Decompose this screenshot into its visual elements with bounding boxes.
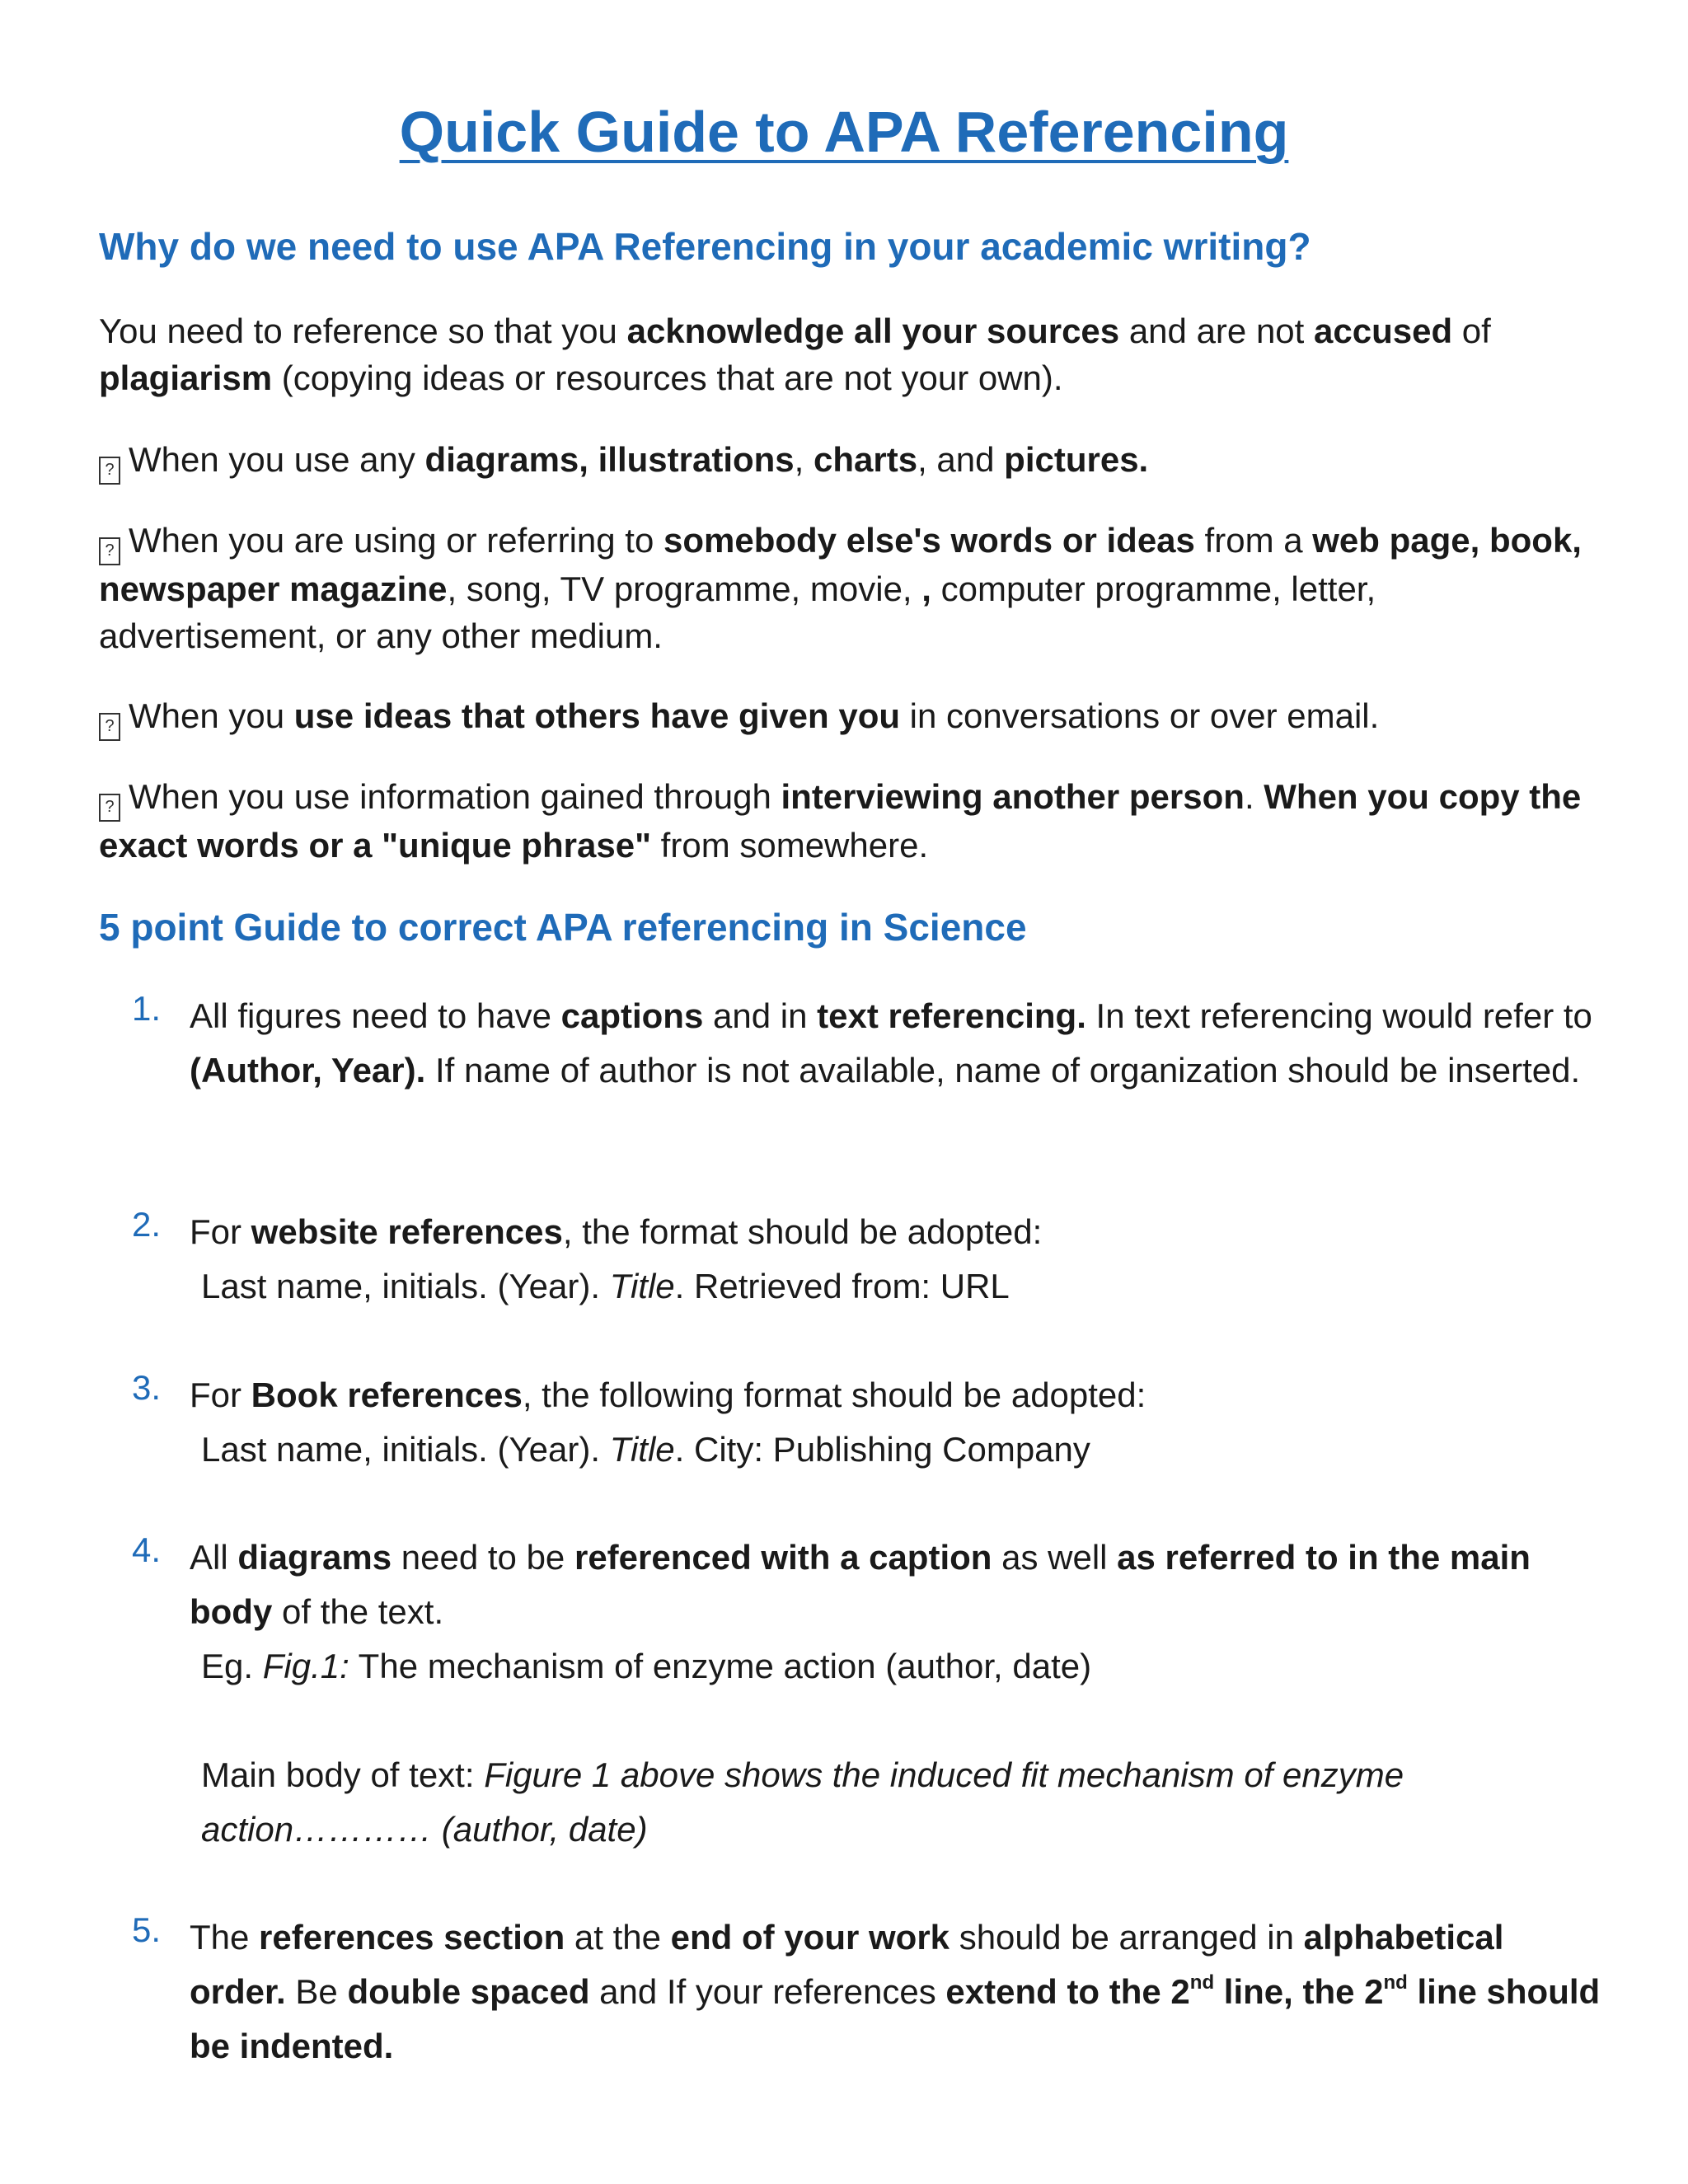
format-line <box>190 1259 1606 1314</box>
bullet-item <box>99 517 1589 659</box>
bold-text: line should be indented. <box>190 1972 1601 2065</box>
text: When you use any <box>129 440 425 479</box>
list-number: 2. <box>132 1205 162 1244</box>
text: You need to reference so that you <box>99 312 627 350</box>
text: For <box>190 1376 251 1414</box>
text: For <box>190 1212 251 1251</box>
text: In text referencing would refer to <box>1085 996 1592 1035</box>
text: Last name, initials. (Year). <box>201 1430 610 1469</box>
text: Be <box>285 1972 348 2011</box>
bold-text: captions <box>560 996 704 1035</box>
bold-text: accused <box>1314 312 1453 350</box>
bold-text: (Author, Year). <box>190 1051 426 1090</box>
example-body-line <box>190 1748 1606 1857</box>
text: When you <box>129 696 294 735</box>
text: in conversations or over email. <box>900 696 1380 735</box>
text: of the text. <box>272 1592 444 1631</box>
text: (copying ideas or resources that are not your own). <box>272 359 1063 397</box>
bold-text: line, the 2 <box>1214 1972 1384 2011</box>
bold-text: referenced with a caption <box>574 1538 992 1577</box>
superscript: nd <box>1383 1971 1408 1994</box>
text: The mechanism of enzyme action (author, date) <box>349 1647 1092 1685</box>
bold-text: diagrams <box>237 1538 392 1577</box>
intro-paragraph <box>99 307 1589 401</box>
italic-text: Title <box>609 1430 675 1469</box>
bold-text: Book references <box>251 1376 523 1414</box>
text: , <box>794 440 814 479</box>
bold-text: interviewing another person <box>781 777 1245 816</box>
section2-heading: 5 point Guide to correct APA referencing in Science <box>99 906 1027 949</box>
bold-text: website references <box>251 1212 563 1251</box>
bullet-item <box>99 692 1589 741</box>
text: When you use information gained through <box>129 777 781 816</box>
list-number: 4. <box>132 1530 162 1569</box>
text: should be arranged in <box>950 1918 1304 1957</box>
bold-text: plagiarism <box>99 359 273 397</box>
text: from a <box>1194 521 1313 560</box>
bold-text: text referencing. <box>817 996 1086 1035</box>
text: Eg. <box>201 1647 263 1685</box>
text: The <box>190 1918 260 1957</box>
text: , and <box>917 440 1005 479</box>
text: from somewhere. <box>651 826 929 865</box>
list-number: 1. <box>132 989 162 1028</box>
list-item-text <box>190 1910 1606 2074</box>
italic-text: Title <box>609 1267 675 1305</box>
missing-glyph-icon: ? <box>99 794 120 822</box>
list-item-text <box>190 1368 1606 1477</box>
italic-text: Figure 1 above shows the induced fit mechanism of enzyme action………… (author, date) <box>201 1755 1404 1849</box>
list-number: 5. <box>132 1910 162 1949</box>
bold-text: pictures. <box>1004 440 1149 479</box>
bold-text: charts <box>814 440 918 479</box>
text: When you are using or referring to <box>129 521 663 560</box>
missing-glyph-icon: ? <box>99 537 120 565</box>
text: and in <box>703 996 818 1035</box>
example-line <box>190 1639 1606 1694</box>
text: Last name, initials. (Year). <box>201 1267 610 1305</box>
text: of <box>1452 312 1491 350</box>
text: as well <box>992 1538 1118 1577</box>
missing-glyph-icon: ? <box>99 713 120 741</box>
missing-glyph-icon: ? <box>99 457 120 485</box>
bold-text: When you copy the exact words or a "unique phrase" <box>99 777 1582 865</box>
bold-text: acknowledge all your sources <box>626 312 1120 350</box>
text: . <box>1244 777 1264 816</box>
list-number: 3. <box>132 1368 162 1407</box>
bold-text: , <box>921 569 931 608</box>
text: . Retrieved from: URL <box>674 1267 1010 1305</box>
bold-text: double spaced <box>347 1972 590 2011</box>
bold-text: use ideas that others have given you <box>293 696 901 735</box>
text: All <box>190 1538 238 1577</box>
format-line <box>190 1422 1606 1477</box>
bold-text: diagrams, illustrations <box>424 440 795 479</box>
list-item-text <box>190 989 1606 1098</box>
bold-text: as referred to in the main body <box>190 1538 1531 1631</box>
text: and are not <box>1119 312 1314 350</box>
bold-text: end of your work <box>670 1918 950 1957</box>
text: need to be <box>392 1538 574 1577</box>
section1-heading: Why do we need to use APA Referencing in your academic writing? <box>99 225 1311 268</box>
bold-text: web page, book, newspaper magazine <box>99 521 1582 608</box>
text: , the format should be adopted: <box>562 1212 1043 1251</box>
text: at the <box>565 1918 671 1957</box>
bold-text: alphabetical order. <box>190 1918 1504 2011</box>
list-item-text <box>190 1205 1606 1314</box>
text: computer programme, letter, advertisement, or any other medium. <box>99 569 1376 655</box>
bullet-item <box>99 436 1589 485</box>
superscript: nd <box>1189 1971 1215 1994</box>
bold-text: references section <box>259 1918 565 1957</box>
list-item-text <box>190 1530 1606 1857</box>
text: , the following format should be adopted: <box>522 1376 1146 1414</box>
text: , song, TV programme, movie, <box>447 569 922 608</box>
text: and If your references <box>589 1972 946 2011</box>
bold-text: extend to the 2 <box>945 1972 1190 2011</box>
text: . City: Publishing Company <box>674 1430 1090 1469</box>
text: If name of author is not available, name of organization should be inserted. <box>425 1051 1581 1090</box>
italic-text: Fig.1: <box>262 1647 349 1685</box>
bullet-item <box>99 773 1589 869</box>
text: Main body of text: <box>201 1755 485 1794</box>
page-title: Quick Guide to APA Referencing <box>399 100 1289 164</box>
bold-text: somebody else's words or ideas <box>663 521 1195 560</box>
text: All figures need to have <box>190 996 561 1035</box>
